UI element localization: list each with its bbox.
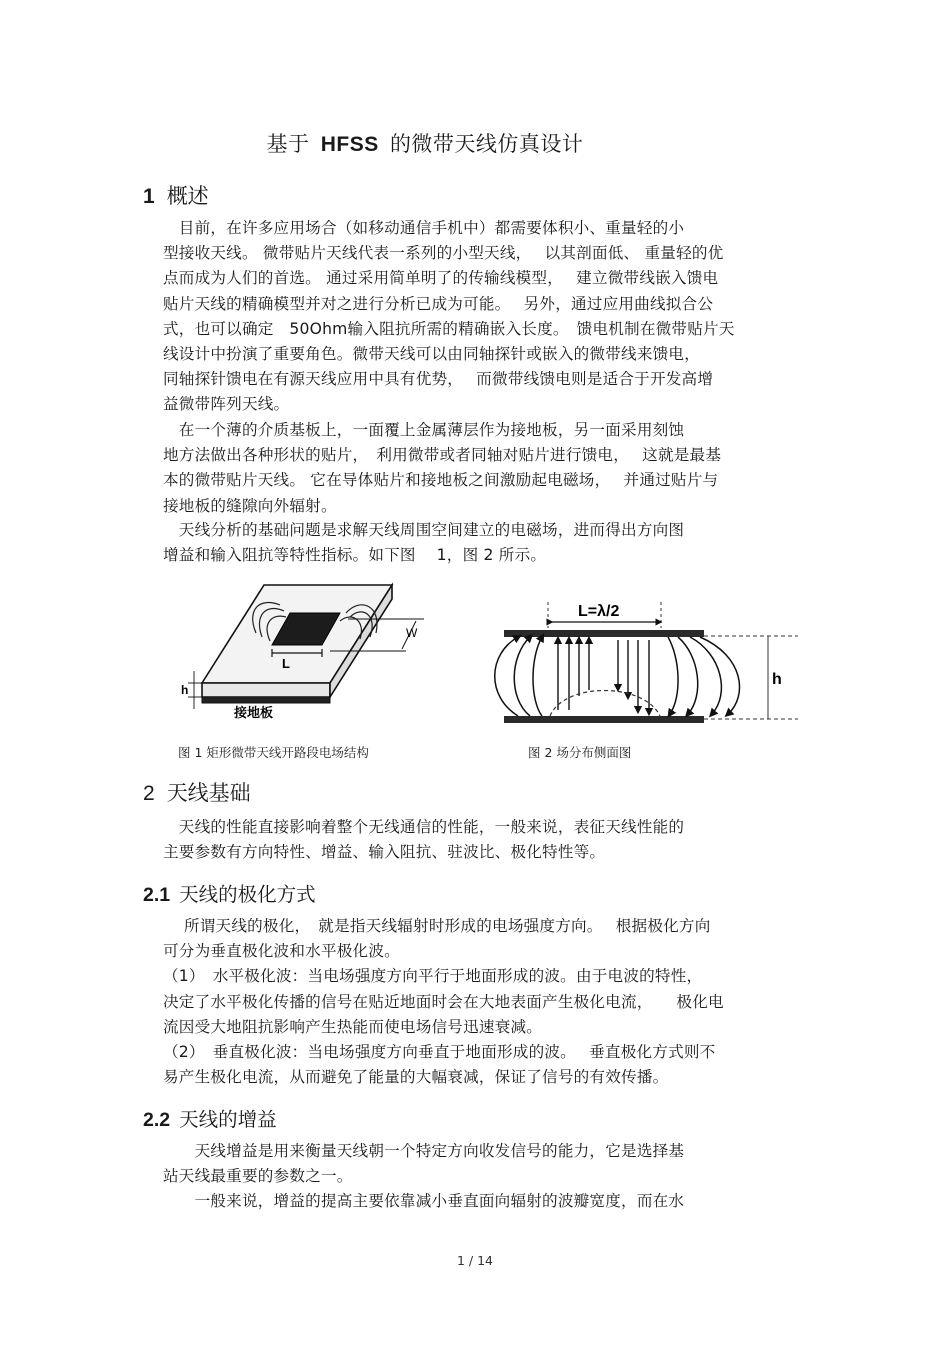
text-line: 在一个薄的介质基板上，一面覆上金属薄层作为接地板，另一面采用刻蚀 <box>163 421 685 439</box>
title-hfss: HFSS <box>320 133 379 156</box>
section-1-paragraph-2 <box>163 418 808 519</box>
figure-2-field-distribution <box>478 592 800 727</box>
section-2-1-paragraph <box>163 914 808 1090</box>
text-line: 本的微带贴片天线。 它在导体贴片和接地板之间激励起电磁场， 并通过贴片与 <box>163 471 719 490</box>
section-2-2-heading <box>143 1104 277 1132</box>
text-line: 决定了水平极化传播的信号在贴近地面时会在大地表面产生极化电流， 极化电 <box>163 992 724 1011</box>
text-line: 益微带阵列天线。 <box>163 395 290 414</box>
text-line: 天线分析的基础问题是求解天线周围空间建立的电磁场，进而得出方向图 <box>163 521 685 539</box>
section-2-heading <box>143 777 251 807</box>
text-line: 式，也可以确定 50Ohm输入阻抗所需的精确嵌入长度。 馈电机制在微带贴片天 <box>163 319 735 338</box>
title-suffix: 的微带天线仿真设计 <box>389 132 584 156</box>
text-line: 型接收天线。 微带贴片天线代表一系列的小型天线， 以其剖面低、 重量轻的优 <box>163 244 724 263</box>
section-2-1-heading <box>143 879 316 907</box>
section-1-paragraph-1 <box>163 216 808 418</box>
page-number: 1 / 14 <box>456 1253 494 1268</box>
text-line: 增益和输入阻抗等特性指标。如下图 1，图 2 所示。 <box>163 546 547 565</box>
section-2-title: 天线基础 <box>166 781 251 805</box>
section-2-number: 2 <box>143 782 155 805</box>
section-2-2-number: 2.2 <box>143 1109 171 1131</box>
text-line: 接地板的缝隙向外辐射。 <box>163 496 337 515</box>
text-line: 所谓天线的极化， 就是指天线辐射时形成的电场强度方向。 根据极化方向 <box>163 917 711 935</box>
text-line: 线设计中扮演了重要角色。微带天线可以由同轴探针或嵌入的微带线来馈电， <box>163 344 700 363</box>
text-line: 可分为垂直极化波和水平极化波。 <box>163 942 400 961</box>
text-line: 天线的性能直接影响着整个无线通信的性能，一般来说，表征天线性能的 <box>163 818 685 836</box>
text-line: 一般来说，增益的提高主要依靠减小垂直面向辐射的波瓣宽度，而在水 <box>163 1192 685 1211</box>
figure-1-caption: 图 1 矩形微带天线开路段电场结构 <box>178 745 369 760</box>
fig1-label-h: h <box>181 683 189 697</box>
fig2-label-l: L=λ/2 <box>578 603 620 620</box>
figure-1-microstrip-antenna <box>180 575 445 730</box>
text-line: 点而成为人们的首选。 通过采用简单明了的传输线模型， 建立微带线嵌入馈电 <box>163 269 719 288</box>
fig1-label-ground: 接地板 <box>234 705 274 720</box>
document-title <box>0 128 850 158</box>
fig2-label-h: h <box>772 671 782 688</box>
text-line: 易产生极化电流，从而避免了能量的大幅衰减，保证了信号的有效传播。 <box>163 1068 669 1087</box>
text-line: 主要参数有方向特性、增益、输入阻抗、驻波比、极化特性等。 <box>163 843 606 862</box>
section-2-1-number: 2.1 <box>143 884 171 906</box>
text-line: 目前，在许多应用场合（如移动通信手机中）都需要体积小、重量轻的小 <box>163 219 685 237</box>
text-line: 站天线最重要的参数之一。 <box>163 1167 353 1186</box>
fig1-label-w: W <box>406 626 418 640</box>
section-1-heading <box>143 180 209 210</box>
section-1-paragraph-3 <box>163 518 808 568</box>
section-2-2-paragraph <box>163 1139 808 1215</box>
text-line: 天线增益是用来衡量天线朝一个特定方向收发信号的能力，它是选择基 <box>163 1142 685 1160</box>
text-line: （2） 垂直极化波：当电场强度方向垂直于地面形成的波。 垂直极化方式则不 <box>163 1042 716 1061</box>
text-line: 地方法做出各种形状的贴片， 利用微带或者同轴对贴片进行馈电， 这就是最基 <box>163 446 722 465</box>
section-2-paragraph-1 <box>163 815 808 865</box>
text-line: 同轴探针馈电在有源天线应用中具有优势， 而微带线馈电则是适合于开发高增 <box>163 370 714 389</box>
text-line: （1） 水平极化波：当电场强度方向平行于地面形成的波。由于电波的特性， <box>163 967 703 986</box>
section-2-2-title: 天线的增益 <box>179 1108 277 1131</box>
fig1-label-l: L <box>282 656 290 671</box>
section-1-number: 1 <box>143 185 155 208</box>
section-1-title: 概述 <box>166 184 209 208</box>
title-prefix: 基于 <box>266 132 310 156</box>
text-line: 贴片天线的精确模型并对之进行分析已成为可能。 另外，通过应用曲线拟合公 <box>163 294 714 313</box>
figure-2-caption: 图 2 场分布侧面图 <box>528 745 632 760</box>
section-2-1-title: 天线的极化方式 <box>179 883 316 906</box>
text-line: 流因受大地阻抗影响产生热能而使电场信号迅速衰减。 <box>163 1017 543 1036</box>
